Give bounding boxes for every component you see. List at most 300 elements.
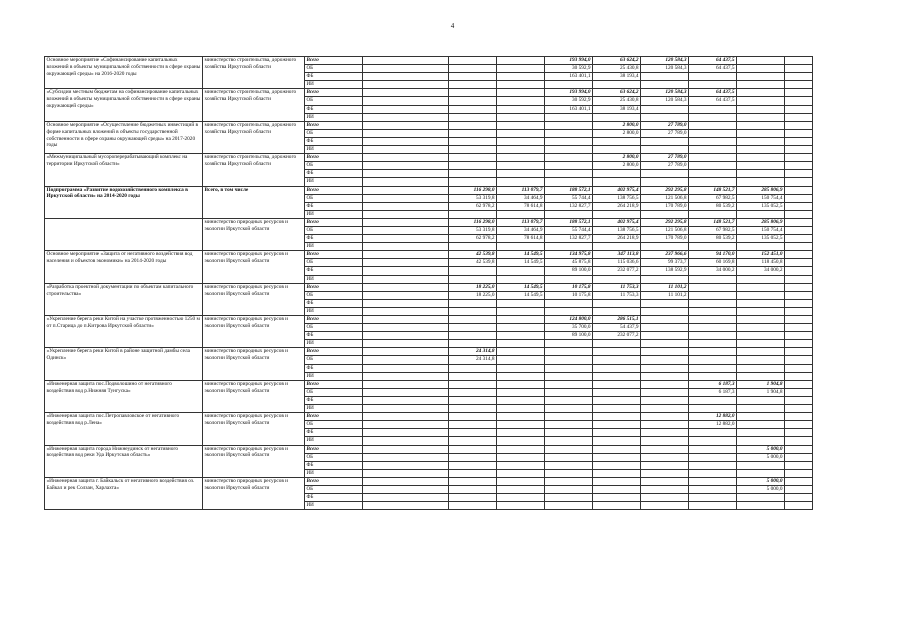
amount-cell [545,437,593,445]
amount-cell [593,137,641,145]
amount-cell: 5 000,0 [737,453,785,461]
amount-cell [497,494,545,502]
empty-cell [785,340,813,348]
amount-cell [593,340,641,348]
empty-cell [785,97,813,105]
amount-cell [737,105,785,113]
table-row [45,316,813,324]
amount-cell [593,453,641,461]
amount-cell [449,154,497,162]
amount-cell [449,170,497,178]
amount-cell [449,243,497,251]
amount-cell [689,372,737,380]
amount-cell [593,364,641,372]
empty-cell [363,299,449,307]
empty-cell [363,291,449,299]
amount-cell: 80 539,2 [689,235,737,243]
amount-cell: 14 549,5 [497,259,545,267]
table-row [45,477,813,485]
amount-cell [497,57,545,65]
empty-cell [363,57,449,65]
amount-cell [449,453,497,461]
funding-source: Всего [305,445,363,453]
amount-cell [593,413,641,421]
amount-cell [545,299,593,307]
amount-cell [689,445,737,453]
amount-cell: 148 521,7 [689,218,737,226]
amount-cell: 116 298,0 [449,218,497,226]
amount-cell [641,477,689,485]
amount-cell: 99 373,7 [641,259,689,267]
funding-source: ИИ [305,146,363,154]
empty-cell [785,429,813,437]
executor: министерство природных ресурсов и экологии Иркутской области [203,348,305,380]
amount-cell [545,421,593,429]
amount-cell [641,146,689,154]
amount-cell: 115 036,6 [593,259,641,267]
amount-cell: 5 000,0 [737,445,785,453]
amount-cell: 30 592,9 [545,97,593,105]
empty-cell [785,154,813,162]
amount-cell [593,81,641,89]
amount-cell [449,469,497,477]
funding-source: Всего [305,477,363,485]
amount-cell [497,162,545,170]
amount-cell [737,146,785,154]
empty-cell [363,372,449,380]
empty-cell [785,332,813,340]
amount-cell [593,372,641,380]
funding-source: ФБ [305,494,363,502]
amount-cell [641,388,689,396]
amount-cell: 193 994,0 [545,57,593,65]
amount-cell [641,461,689,469]
empty-cell [785,275,813,283]
amount-cell: 1 904,8 [737,380,785,388]
amount-cell: 150 754,4 [737,226,785,234]
empty-cell [363,364,449,372]
amount-cell: 285 806,9 [737,218,785,226]
amount-cell [449,372,497,380]
amount-cell: 89 100,0 [545,267,593,275]
amount-cell [545,210,593,218]
measure-name: «Укрепление берега реки Китой в районе защитной дамбы села Одинск» [45,348,203,380]
empty-cell [785,259,813,267]
amount-cell [737,469,785,477]
executor: министерство природных ресурсов и экологии Иркутской области [203,380,305,412]
empty-cell [363,413,449,421]
amount-cell: 80 539,2 [689,202,737,210]
funding-source: Всего [305,89,363,97]
amount-cell [737,275,785,283]
funding-source: ФБ [305,202,363,210]
empty-cell [785,226,813,234]
amount-cell [449,332,497,340]
empty-cell [363,137,449,145]
empty-cell [785,445,813,453]
amount-cell [641,316,689,324]
measure-name: «Межмуниципальный мусороперерабатывающий комплекс на территории Иркутской области» [45,154,203,186]
amount-cell [497,178,545,186]
amount-cell: 53 319,8 [449,194,497,202]
amount-cell [689,477,737,485]
funding-source: Всего [305,251,363,259]
amount-cell [689,170,737,178]
amount-cell [593,113,641,121]
empty-cell [363,105,449,113]
measure-name: Основное мероприятие «Осуществление бюджетных инвестиций в форме капитальных вложений в объекты государственной собственности в сфере охраны окружающей среды» на 2017-2020 годы [45,121,203,153]
amount-cell [449,429,497,437]
empty-cell [363,502,449,510]
amount-cell: 150 754,4 [737,194,785,202]
amount-cell [545,129,593,137]
amount-cell [545,502,593,510]
empty-cell [785,267,813,275]
amount-cell: 286 515,1 [593,316,641,324]
amount-cell [641,299,689,307]
amount-cell [545,429,593,437]
empty-cell [785,299,813,307]
amount-cell [449,89,497,97]
amount-cell [593,275,641,283]
amount-cell [497,81,545,89]
amount-cell [737,73,785,81]
amount-cell [497,437,545,445]
amount-cell [497,170,545,178]
executor: министерство строительства, дорожного хозяйства Иркутской области [203,57,305,89]
amount-cell: 14 549,5 [497,291,545,299]
amount-cell [545,380,593,388]
amount-cell: 163 401,1 [545,73,593,81]
empty-cell [785,57,813,65]
amount-cell [545,348,593,356]
amount-cell [545,388,593,396]
amount-cell [689,129,737,137]
amount-cell [737,332,785,340]
amount-cell: 25 430,8 [593,97,641,105]
amount-cell [689,121,737,129]
empty-cell [785,316,813,324]
empty-cell [785,178,813,186]
empty-cell [363,121,449,129]
amount-cell [641,405,689,413]
amount-cell: 2 800,0 [593,121,641,129]
empty-cell [785,137,813,145]
executor: министерство природных ресурсов и экологии Иркутской области [203,283,305,315]
amount-cell [641,170,689,178]
empty-cell [363,437,449,445]
amount-cell [545,453,593,461]
amount-cell [641,413,689,421]
amount-cell [545,405,593,413]
amount-cell: 64 437,5 [689,57,737,65]
empty-cell [785,283,813,291]
amount-cell [737,81,785,89]
amount-cell [545,154,593,162]
amount-cell [545,485,593,493]
amount-cell: 12 882,0 [689,413,737,421]
table-row [45,283,813,291]
funding-source: ОБ [305,324,363,332]
amount-cell: 12 882,0 [689,421,737,429]
empty-cell [785,218,813,226]
amount-cell: 285 806,9 [737,186,785,194]
amount-cell [737,413,785,421]
amount-cell: 60 169,8 [689,259,737,267]
amount-cell [737,57,785,65]
amount-cell: 55 744,4 [545,226,593,234]
amount-cell [497,388,545,396]
amount-cell [449,57,497,65]
funding-source: ФБ [305,267,363,275]
amount-cell: 402 975,4 [593,186,641,194]
executor: министерство природных ресурсов и экологии Иркутской области [203,251,305,283]
empty-cell [363,461,449,469]
amount-cell [545,461,593,469]
empty-cell [363,485,449,493]
amount-cell: 124 800,0 [545,316,593,324]
amount-cell: 120 584,3 [641,65,689,73]
funding-source: ИИ [305,372,363,380]
table-row [45,57,813,65]
amount-cell [689,154,737,162]
amount-cell: 6 187,3 [689,380,737,388]
amount-cell [545,445,593,453]
empty-cell [363,445,449,453]
measure-name [45,218,203,250]
funding-source: ИИ [305,469,363,477]
amount-cell [497,97,545,105]
empty-cell [785,202,813,210]
amount-cell [545,243,593,251]
amount-cell: 402 975,4 [593,218,641,226]
amount-cell [641,445,689,453]
amount-cell: 2 800,0 [593,162,641,170]
empty-cell [363,65,449,73]
amount-cell [593,243,641,251]
amount-cell [545,340,593,348]
table-row [45,186,813,194]
amount-cell: 27 789,0 [641,121,689,129]
executor: министерство строительства, дорожного хозяйства Иркутской области [203,89,305,121]
amount-cell [593,299,641,307]
amount-cell [737,356,785,364]
amount-cell: 27 789,0 [641,162,689,170]
amount-cell [497,65,545,73]
amount-cell: 62 978,2 [449,202,497,210]
amount-cell: 18 225,0 [449,291,497,299]
amount-cell [641,453,689,461]
empty-cell [785,405,813,413]
amount-cell [689,461,737,469]
amount-cell [737,307,785,315]
amount-cell [641,396,689,404]
amount-cell [449,178,497,186]
amount-cell: 35 700,0 [545,324,593,332]
executor: министерство природных ресурсов и экологии Иркутской области [203,218,305,250]
amount-cell [497,405,545,413]
amount-cell: 116 298,0 [449,186,497,194]
amount-cell [449,494,497,502]
empty-cell [363,235,449,243]
amount-cell [449,340,497,348]
empty-cell [785,291,813,299]
funding-source: ФБ [305,299,363,307]
executor: министерство природных ресурсов и экологии Иркутской области [203,316,305,348]
empty-cell [363,356,449,364]
amount-cell: 78 614,8 [497,235,545,243]
table-row [45,251,813,259]
amount-cell [593,348,641,356]
funding-source: ОБ [305,421,363,429]
amount-cell [545,162,593,170]
amount-cell: 138 756,5 [593,194,641,202]
empty-cell [785,388,813,396]
amount-cell [641,243,689,251]
amount-cell [545,477,593,485]
amount-cell: 30 592,9 [545,65,593,73]
amount-cell [497,445,545,453]
empty-cell [363,469,449,477]
empty-cell [785,469,813,477]
empty-cell [363,340,449,348]
amount-cell [545,413,593,421]
funding-source: ФБ [305,105,363,113]
amount-cell [593,494,641,502]
amount-cell: 34 000,2 [689,267,737,275]
amount-cell [641,437,689,445]
empty-cell [785,307,813,315]
amount-cell: 64 437,5 [689,89,737,97]
measure-name: «Субсидии местным бюджетам на софинансирование капитальных вложений в объекты муниципальной собственности в сфере охраны окружающей среды» [45,89,203,121]
empty-cell [785,194,813,202]
amount-cell: 232 077,2 [593,267,641,275]
table-row [45,413,813,421]
amount-cell [545,113,593,121]
amount-cell: 45 875,8 [545,259,593,267]
empty-cell [785,380,813,388]
amount-cell: 113 079,7 [497,186,545,194]
empty-cell [785,235,813,243]
amount-cell [497,461,545,469]
amount-cell [689,348,737,356]
amount-cell [641,307,689,315]
amount-cell: 138 592,9 [641,267,689,275]
empty-cell [363,380,449,388]
amount-cell: 24 314,8 [449,348,497,356]
amount-cell [737,89,785,97]
empty-cell [785,162,813,170]
amount-cell: 11 753,3 [593,291,641,299]
amount-cell: 2 800,0 [593,129,641,137]
amount-cell [545,356,593,364]
amount-cell [737,283,785,291]
amount-cell [641,356,689,364]
amount-cell: 63 624,2 [593,89,641,97]
empty-cell [363,388,449,396]
amount-cell [449,73,497,81]
empty-cell [785,73,813,81]
amount-cell [593,485,641,493]
funding-source: ОБ [305,291,363,299]
amount-cell [497,469,545,477]
amount-cell [449,275,497,283]
table-row [45,380,813,388]
amount-cell: 138 756,5 [593,226,641,234]
funding-source: ОБ [305,194,363,202]
amount-cell: 132 827,7 [545,202,593,210]
amount-cell [593,429,641,437]
amount-cell [497,210,545,218]
amount-cell: 64 437,5 [689,65,737,73]
amount-cell [449,65,497,73]
funding-source: ИИ [305,437,363,445]
amount-cell [593,396,641,404]
amount-cell [593,477,641,485]
amount-cell [449,137,497,145]
amount-cell [593,388,641,396]
amount-cell [593,307,641,315]
amount-cell [737,340,785,348]
amount-cell [593,469,641,477]
funding-source: ОБ [305,65,363,73]
funding-source: ИИ [305,178,363,186]
amount-cell [497,485,545,493]
amount-cell: 14 549,5 [497,251,545,259]
amount-cell: 67 982,5 [689,226,737,234]
empty-cell [363,226,449,234]
amount-cell [497,154,545,162]
amount-cell [737,396,785,404]
amount-cell [497,413,545,421]
amount-cell [737,502,785,510]
funding-source: ФБ [305,137,363,145]
amount-cell [689,81,737,89]
funding-source: ОБ [305,162,363,170]
funding-source: ФБ [305,170,363,178]
amount-cell: 10 175,8 [545,291,593,299]
table-row [45,154,813,162]
amount-cell: 5 000,0 [737,477,785,485]
amount-cell: 55 744,4 [545,194,593,202]
amount-cell [545,146,593,154]
amount-cell: 10 175,8 [545,283,593,291]
funding-source: ОБ [305,129,363,137]
amount-cell [497,340,545,348]
amount-cell [737,170,785,178]
amount-cell: 62 978,2 [449,235,497,243]
amount-cell [497,267,545,275]
amount-cell [449,445,497,453]
table-row [45,348,813,356]
empty-cell [785,81,813,89]
funding-source: ИИ [305,307,363,315]
amount-cell [641,81,689,89]
funding-source: ИИ [305,113,363,121]
executor: министерство строительства, дорожного хозяйства Иркутской области [203,154,305,186]
empty-cell [785,113,813,121]
amount-cell: 89 100,0 [545,332,593,340]
amount-cell: 34 464,9 [497,194,545,202]
amount-cell [641,105,689,113]
funding-source: Всего [305,413,363,421]
funding-table [44,56,813,510]
measure-name: «Инженерная защита города Нижнеудинск от негативного воздействия вод реки Уда Иркутская область» [45,445,203,477]
empty-cell [785,243,813,251]
amount-cell: 292 295,8 [641,186,689,194]
empty-cell [785,485,813,493]
amount-cell [449,316,497,324]
